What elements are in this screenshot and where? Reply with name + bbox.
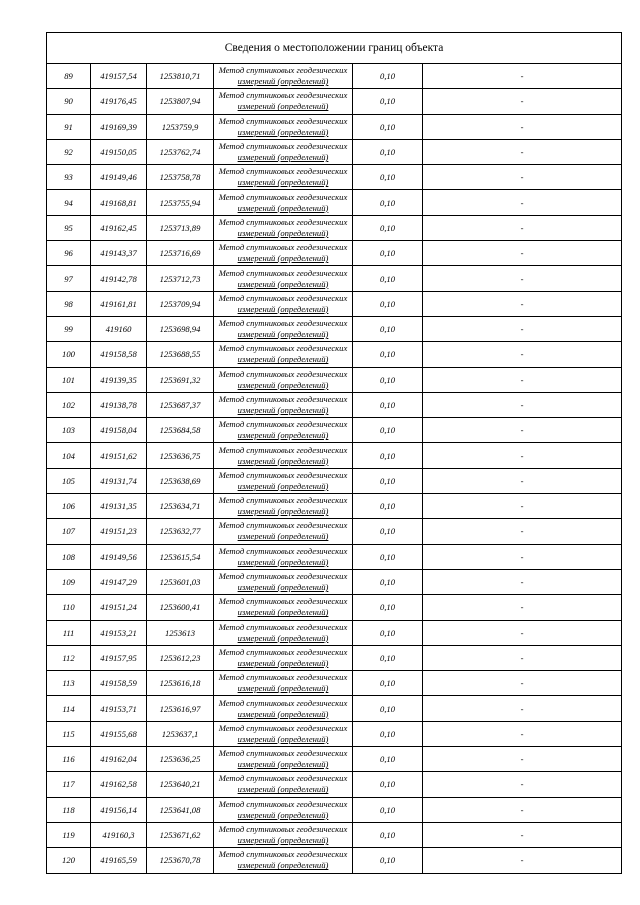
- method-line-2: измерений (определений): [237, 607, 329, 618]
- x-coordinate-cell: 419160: [91, 316, 147, 341]
- y-coordinate-cell: 1253758,78: [147, 165, 214, 190]
- method-line-2: измерений (определений): [237, 809, 329, 820]
- y-coordinate-cell: 1253613: [147, 620, 214, 645]
- y-coordinate-cell: 1253712,73: [147, 266, 214, 291]
- description-cell: -: [423, 241, 622, 266]
- y-coordinate-cell: 1253634,71: [147, 494, 214, 519]
- method-line-1: Метод спутниковых геодезических: [218, 849, 348, 860]
- x-coordinate-cell: 419158,58: [91, 342, 147, 367]
- table-row: [47, 392, 622, 417]
- table-row: [47, 620, 622, 645]
- point-number-cell: 114: [47, 696, 91, 721]
- y-coordinate-cell: 1253713,89: [147, 215, 214, 240]
- y-coordinate-cell: 1253616,97: [147, 696, 214, 721]
- y-coordinate-cell: 1253759,9: [147, 114, 214, 139]
- point-number-cell: 103: [47, 418, 91, 443]
- method-cell: [214, 772, 353, 797]
- point-number-cell: 95: [47, 215, 91, 240]
- boundary-coordinates-table: [46, 32, 622, 874]
- point-number-cell: 100: [47, 342, 91, 367]
- y-coordinate-cell: 1253688,55: [147, 342, 214, 367]
- description-cell: -: [423, 797, 622, 822]
- accuracy-cell: 0,10: [353, 848, 423, 873]
- point-number-cell: 112: [47, 645, 91, 670]
- table-row: [47, 696, 622, 721]
- table-row: [47, 241, 622, 266]
- accuracy-cell: 0,10: [353, 165, 423, 190]
- x-coordinate-cell: 419138,78: [91, 392, 147, 417]
- method-line-2: измерений (определений): [237, 303, 329, 314]
- method-line-1: Метод спутниковых геодезических: [218, 621, 348, 632]
- x-coordinate-cell: 419157,95: [91, 645, 147, 670]
- description-cell: -: [423, 620, 622, 645]
- description-cell: -: [423, 64, 622, 89]
- x-coordinate-cell: 419149,46: [91, 165, 147, 190]
- y-coordinate-cell: 1253687,37: [147, 392, 214, 417]
- accuracy-cell: 0,10: [353, 418, 423, 443]
- point-number-cell: 96: [47, 241, 91, 266]
- method-cell: [214, 747, 353, 772]
- y-coordinate-cell: 1253632,77: [147, 519, 214, 544]
- description-cell: -: [423, 721, 622, 746]
- description-cell: -: [423, 772, 622, 797]
- method-line-2: измерений (определений): [237, 556, 329, 567]
- table-row: [47, 266, 622, 291]
- accuracy-cell: 0,10: [353, 241, 423, 266]
- method-line-2: измерений (определений): [237, 582, 329, 593]
- method-cell: [214, 671, 353, 696]
- method-line-1: Метод спутниковых геодезических: [218, 444, 348, 455]
- method-line-2: измерений (определений): [237, 278, 329, 289]
- point-number-cell: 113: [47, 671, 91, 696]
- method-line-2: измерений (определений): [237, 480, 329, 491]
- description-cell: -: [423, 519, 622, 544]
- accuracy-cell: 0,10: [353, 215, 423, 240]
- y-coordinate-cell: 1253716,69: [147, 241, 214, 266]
- description-cell: -: [423, 671, 622, 696]
- table-row: [47, 418, 622, 443]
- accuracy-cell: 0,10: [353, 291, 423, 316]
- accuracy-cell: 0,10: [353, 190, 423, 215]
- x-coordinate-cell: 419151,23: [91, 519, 147, 544]
- method-cell: [214, 266, 353, 291]
- point-number-cell: 115: [47, 721, 91, 746]
- accuracy-cell: 0,10: [353, 392, 423, 417]
- method-cell: [214, 139, 353, 164]
- x-coordinate-cell: 419155,68: [91, 721, 147, 746]
- method-line-2: измерений (определений): [237, 202, 329, 213]
- method-line-2: измерений (определений): [237, 329, 329, 340]
- description-cell: -: [423, 367, 622, 392]
- method-line-2: измерений (определений): [237, 227, 329, 238]
- method-line-1: Метод спутниковых геодезических: [218, 343, 348, 354]
- method-line-1: Метод спутниковых геодезических: [218, 242, 348, 253]
- x-coordinate-cell: 419161,81: [91, 291, 147, 316]
- accuracy-cell: 0,10: [353, 696, 423, 721]
- point-number-cell: 107: [47, 519, 91, 544]
- y-coordinate-cell: 1253698,94: [147, 316, 214, 341]
- table-title: Сведения о местоположении границ объекта: [47, 33, 622, 64]
- point-number-cell: 101: [47, 367, 91, 392]
- description-cell: -: [423, 89, 622, 114]
- method-line-1: Метод спутниковых геодезических: [218, 419, 348, 430]
- point-number-cell: 117: [47, 772, 91, 797]
- point-number-cell: 90: [47, 89, 91, 114]
- method-line-1: Метод спутниковых геодезических: [218, 646, 348, 657]
- description-cell: -: [423, 114, 622, 139]
- table-row: [47, 848, 622, 873]
- point-number-cell: 105: [47, 468, 91, 493]
- description-cell: -: [423, 190, 622, 215]
- y-coordinate-cell: 1253600,41: [147, 595, 214, 620]
- method-line-2: измерений (определений): [237, 253, 329, 264]
- x-coordinate-cell: 419162,58: [91, 772, 147, 797]
- method-cell: [214, 64, 353, 89]
- x-coordinate-cell: 419168,81: [91, 190, 147, 215]
- y-coordinate-cell: 1253616,18: [147, 671, 214, 696]
- y-coordinate-cell: 1253810,71: [147, 64, 214, 89]
- accuracy-cell: 0,10: [353, 89, 423, 114]
- accuracy-cell: 0,10: [353, 367, 423, 392]
- x-coordinate-cell: 419158,59: [91, 671, 147, 696]
- x-coordinate-cell: 419153,21: [91, 620, 147, 645]
- accuracy-cell: 0,10: [353, 266, 423, 291]
- point-number-cell: 93: [47, 165, 91, 190]
- method-line-2: измерений (определений): [237, 101, 329, 112]
- method-line-1: Метод спутниковых геодезических: [218, 115, 348, 126]
- x-coordinate-cell: 419162,45: [91, 215, 147, 240]
- point-number-cell: 109: [47, 569, 91, 594]
- accuracy-cell: 0,10: [353, 645, 423, 670]
- x-coordinate-cell: 419131,35: [91, 494, 147, 519]
- table-row: [47, 190, 622, 215]
- method-cell: [214, 620, 353, 645]
- method-line-2: измерений (определений): [237, 430, 329, 441]
- table-row: [47, 494, 622, 519]
- method-cell: [214, 215, 353, 240]
- table-row: [47, 747, 622, 772]
- method-cell: [214, 316, 353, 341]
- method-cell: [214, 595, 353, 620]
- method-cell: [214, 544, 353, 569]
- method-cell: [214, 569, 353, 594]
- method-line-1: Метод спутниковых геодезических: [218, 90, 348, 101]
- description-cell: -: [423, 443, 622, 468]
- y-coordinate-cell: 1253637,1: [147, 721, 214, 746]
- accuracy-cell: 0,10: [353, 822, 423, 847]
- description-cell: -: [423, 418, 622, 443]
- accuracy-cell: 0,10: [353, 569, 423, 594]
- description-cell: -: [423, 544, 622, 569]
- y-coordinate-cell: 1253709,94: [147, 291, 214, 316]
- y-coordinate-cell: 1253684,58: [147, 418, 214, 443]
- method-line-1: Метод спутниковых геодезических: [218, 798, 348, 809]
- point-number-cell: 111: [47, 620, 91, 645]
- description-cell: -: [423, 139, 622, 164]
- y-coordinate-cell: 1253601,03: [147, 569, 214, 594]
- table-row: [47, 316, 622, 341]
- point-number-cell: 108: [47, 544, 91, 569]
- method-line-1: Метод спутниковых геодезических: [218, 141, 348, 152]
- method-line-1: Метод спутниковых геодезических: [218, 495, 348, 506]
- table-row: [47, 797, 622, 822]
- accuracy-cell: 0,10: [353, 620, 423, 645]
- table-row: [47, 64, 622, 89]
- accuracy-cell: 0,10: [353, 544, 423, 569]
- accuracy-cell: 0,10: [353, 443, 423, 468]
- method-line-1: Метод спутниковых геодезических: [218, 368, 348, 379]
- method-line-1: Метод спутниковых геодезических: [218, 166, 348, 177]
- y-coordinate-cell: 1253612,23: [147, 645, 214, 670]
- method-cell: [214, 367, 353, 392]
- point-number-cell: 102: [47, 392, 91, 417]
- description-cell: -: [423, 645, 622, 670]
- table-row: [47, 114, 622, 139]
- method-cell: [214, 291, 353, 316]
- description-cell: -: [423, 595, 622, 620]
- method-line-1: Метод спутниковых геодезических: [218, 697, 348, 708]
- point-number-cell: 118: [47, 797, 91, 822]
- method-line-1: Метод спутниковых геодезических: [218, 545, 348, 556]
- method-line-1: Метод спутниковых геодезических: [218, 824, 348, 835]
- table-row: [47, 468, 622, 493]
- method-line-2: измерений (определений): [237, 835, 329, 846]
- table-row: [47, 291, 622, 316]
- method-line-1: Метод спутниковых геодезических: [218, 267, 348, 278]
- point-number-cell: 97: [47, 266, 91, 291]
- point-number-cell: 110: [47, 595, 91, 620]
- accuracy-cell: 0,10: [353, 747, 423, 772]
- y-coordinate-cell: 1253671,62: [147, 822, 214, 847]
- x-coordinate-cell: 419162,04: [91, 747, 147, 772]
- y-coordinate-cell: 1253762,74: [147, 139, 214, 164]
- description-cell: -: [423, 696, 622, 721]
- accuracy-cell: 0,10: [353, 595, 423, 620]
- method-line-2: измерений (определений): [237, 76, 329, 87]
- method-cell: [214, 645, 353, 670]
- table-row: [47, 367, 622, 392]
- x-coordinate-cell: 419169,39: [91, 114, 147, 139]
- accuracy-cell: 0,10: [353, 64, 423, 89]
- point-number-cell: 92: [47, 139, 91, 164]
- method-line-2: измерений (определений): [237, 733, 329, 744]
- method-line-1: Метод спутниковых геодезических: [218, 520, 348, 531]
- y-coordinate-cell: 1253807,94: [147, 89, 214, 114]
- table-row: [47, 671, 622, 696]
- x-coordinate-cell: 419157,54: [91, 64, 147, 89]
- y-coordinate-cell: 1253636,25: [147, 747, 214, 772]
- method-line-2: измерений (определений): [237, 126, 329, 137]
- description-cell: -: [423, 569, 622, 594]
- x-coordinate-cell: 419151,62: [91, 443, 147, 468]
- method-line-2: измерений (определений): [237, 683, 329, 694]
- x-coordinate-cell: 419143,37: [91, 241, 147, 266]
- y-coordinate-cell: 1253641,08: [147, 797, 214, 822]
- method-line-2: измерений (определений): [237, 784, 329, 795]
- table-row: [47, 822, 622, 847]
- method-cell: [214, 797, 353, 822]
- point-number-cell: 120: [47, 848, 91, 873]
- accuracy-cell: 0,10: [353, 797, 423, 822]
- point-number-cell: 99: [47, 316, 91, 341]
- point-number-cell: 116: [47, 747, 91, 772]
- x-coordinate-cell: 419142,78: [91, 266, 147, 291]
- y-coordinate-cell: 1253615,54: [147, 544, 214, 569]
- method-line-1: Метод спутниковых геодезических: [218, 318, 348, 329]
- method-line-1: Метод спутниковых геодезических: [218, 191, 348, 202]
- method-line-1: Метод спутниковых геодезических: [218, 722, 348, 733]
- accuracy-cell: 0,10: [353, 721, 423, 746]
- accuracy-cell: 0,10: [353, 468, 423, 493]
- table-row: [47, 165, 622, 190]
- x-coordinate-cell: 419151,24: [91, 595, 147, 620]
- y-coordinate-cell: 1253636,75: [147, 443, 214, 468]
- method-cell: [214, 848, 353, 873]
- table-row: [47, 544, 622, 569]
- accuracy-cell: 0,10: [353, 342, 423, 367]
- table-row: [47, 645, 622, 670]
- point-number-cell: 94: [47, 190, 91, 215]
- method-line-2: измерений (определений): [237, 657, 329, 668]
- accuracy-cell: 0,10: [353, 114, 423, 139]
- point-number-cell: 98: [47, 291, 91, 316]
- method-line-1: Метод спутниковых геодезических: [218, 571, 348, 582]
- x-coordinate-cell: 419158,04: [91, 418, 147, 443]
- table-row: [47, 772, 622, 797]
- table-row: [47, 89, 622, 114]
- x-coordinate-cell: 419176,45: [91, 89, 147, 114]
- description-cell: -: [423, 266, 622, 291]
- description-cell: -: [423, 316, 622, 341]
- method-line-2: измерений (определений): [237, 708, 329, 719]
- x-coordinate-cell: 419131,74: [91, 468, 147, 493]
- x-coordinate-cell: 419139,35: [91, 367, 147, 392]
- method-line-2: измерений (определений): [237, 379, 329, 390]
- accuracy-cell: 0,10: [353, 519, 423, 544]
- table-row: [47, 215, 622, 240]
- method-cell: [214, 494, 353, 519]
- method-cell: [214, 519, 353, 544]
- y-coordinate-cell: 1253670,78: [147, 848, 214, 873]
- x-coordinate-cell: 419165,59: [91, 848, 147, 873]
- table-row: [47, 519, 622, 544]
- point-number-cell: 104: [47, 443, 91, 468]
- method-cell: [214, 190, 353, 215]
- method-line-2: измерений (определений): [237, 152, 329, 163]
- x-coordinate-cell: 419149,56: [91, 544, 147, 569]
- method-line-2: измерений (определений): [237, 632, 329, 643]
- method-line-1: Метод спутниковых геодезических: [218, 773, 348, 784]
- method-line-2: измерений (определений): [237, 759, 329, 770]
- table-row: [47, 595, 622, 620]
- method-cell: [214, 89, 353, 114]
- method-line-1: Метод спутниковых геодезических: [218, 596, 348, 607]
- method-line-2: измерений (определений): [237, 177, 329, 188]
- y-coordinate-cell: 1253638,69: [147, 468, 214, 493]
- accuracy-cell: 0,10: [353, 671, 423, 696]
- description-cell: -: [423, 215, 622, 240]
- description-cell: -: [423, 494, 622, 519]
- method-line-2: измерений (определений): [237, 860, 329, 871]
- document-page: [46, 32, 621, 874]
- method-cell: [214, 443, 353, 468]
- table-row: [47, 721, 622, 746]
- table-row: [47, 139, 622, 164]
- x-coordinate-cell: 419150,05: [91, 139, 147, 164]
- description-cell: -: [423, 468, 622, 493]
- method-cell: [214, 721, 353, 746]
- method-line-1: Метод спутниковых геодезических: [218, 469, 348, 480]
- method-cell: [214, 468, 353, 493]
- description-cell: -: [423, 392, 622, 417]
- description-cell: -: [423, 291, 622, 316]
- accuracy-cell: 0,10: [353, 772, 423, 797]
- method-cell: [214, 342, 353, 367]
- x-coordinate-cell: 419147,29: [91, 569, 147, 594]
- table-row: [47, 342, 622, 367]
- method-line-1: Метод спутниковых геодезических: [218, 292, 348, 303]
- description-cell: -: [423, 822, 622, 847]
- y-coordinate-cell: 1253691,32: [147, 367, 214, 392]
- table-row: [47, 569, 622, 594]
- method-line-1: Метод спутниковых геодезических: [218, 672, 348, 683]
- method-cell: [214, 165, 353, 190]
- method-line-1: Метод спутниковых геодезических: [218, 216, 348, 227]
- table-row: [47, 443, 622, 468]
- method-line-1: Метод спутниковых геодезических: [218, 394, 348, 404]
- method-line-1: Метод спутниковых геодезических: [218, 748, 348, 759]
- method-cell: [214, 114, 353, 139]
- y-coordinate-cell: 1253640,21: [147, 772, 214, 797]
- x-coordinate-cell: 419153,71: [91, 696, 147, 721]
- point-number-cell: 91: [47, 114, 91, 139]
- method-line-1: Метод спутниковых геодезических: [218, 65, 348, 76]
- accuracy-cell: 0,10: [353, 139, 423, 164]
- method-cell: [214, 241, 353, 266]
- method-line-2: измерений (определений): [237, 354, 329, 365]
- description-cell: -: [423, 342, 622, 367]
- accuracy-cell: 0,10: [353, 494, 423, 519]
- description-cell: -: [423, 165, 622, 190]
- description-cell: -: [423, 848, 622, 873]
- method-cell: [214, 392, 353, 417]
- x-coordinate-cell: 419160,3: [91, 822, 147, 847]
- x-coordinate-cell: 419156,14: [91, 797, 147, 822]
- method-cell: [214, 822, 353, 847]
- method-cell: [214, 696, 353, 721]
- method-cell: [214, 418, 353, 443]
- point-number-cell: 89: [47, 64, 91, 89]
- y-coordinate-cell: 1253755,94: [147, 190, 214, 215]
- method-line-2: измерений (определений): [237, 531, 329, 542]
- method-line-2: измерений (определений): [237, 405, 329, 415]
- point-number-cell: 106: [47, 494, 91, 519]
- method-line-2: измерений (определений): [237, 506, 329, 517]
- accuracy-cell: 0,10: [353, 316, 423, 341]
- method-line-2: измерений (определений): [237, 455, 329, 466]
- point-number-cell: 119: [47, 822, 91, 847]
- description-cell: -: [423, 747, 622, 772]
